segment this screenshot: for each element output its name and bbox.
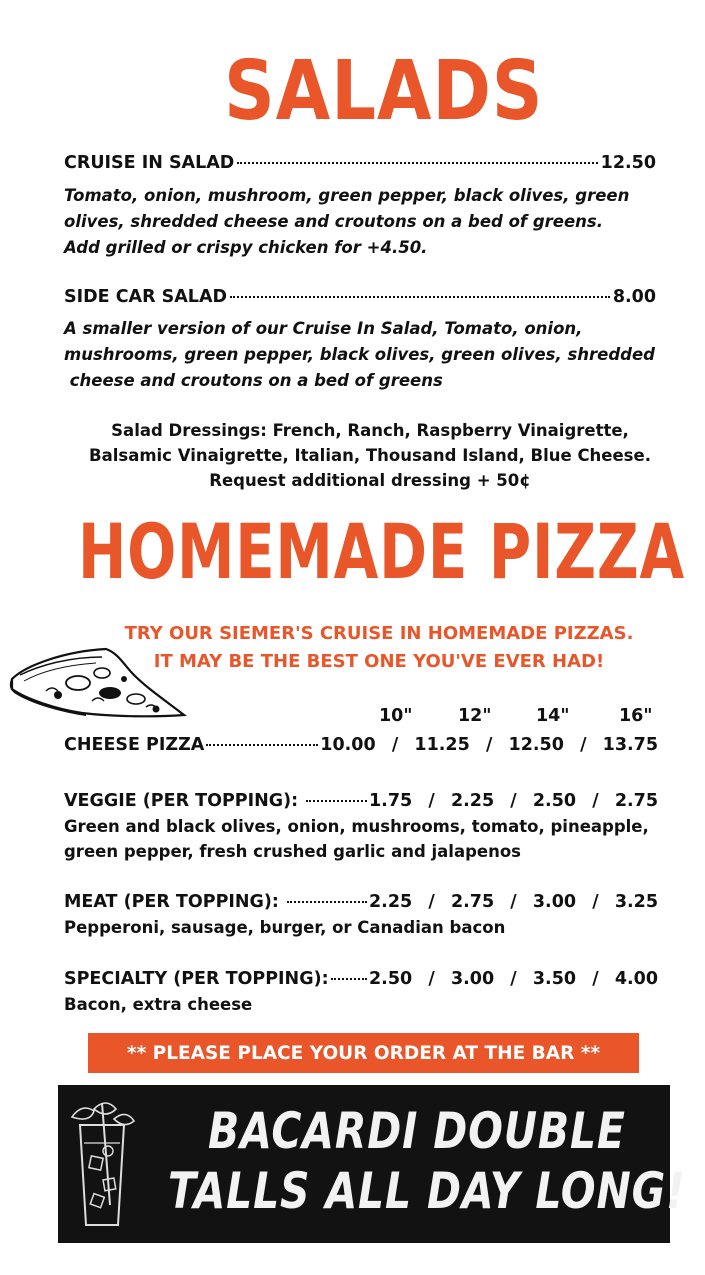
- size-label: 10": [379, 706, 413, 726]
- pizza-item-specialty: [64, 968, 658, 990]
- dot-leader: [287, 901, 367, 903]
- salad-item-cruise-in: [64, 152, 656, 174]
- description-line: Bacon, extra cheese: [64, 995, 253, 1014]
- salad-item-description: [64, 183, 664, 261]
- dot-leader: [230, 296, 610, 298]
- pizza-item-prices: 1.75 / 2.25 / 2.50 / 2.75: [369, 791, 658, 811]
- promo-board-line: BACARDI DOUBLE: [208, 1102, 626, 1160]
- pizza-item-prices: 10.00 / 11.25 / 12.50 / 13.75: [320, 735, 658, 755]
- salad-dressings: [60, 418, 680, 493]
- pizza-item-description: [64, 915, 674, 940]
- dressings-line: Balsamic Vinaigrette, Italian, Thousand Island, Blue Cheese.: [89, 446, 651, 465]
- order-at-bar-banner: [88, 1033, 639, 1073]
- pizza-slice-icon: [6, 635, 188, 727]
- description-line: mushrooms, green pepper, black olives, green olives, shredded: [64, 345, 655, 364]
- dressings-line: Salad Dressings: French, Ranch, Raspberry Vinaigrette,: [111, 421, 629, 440]
- pizza-item-veggie: [64, 790, 658, 812]
- description-line: olives, shredded cheese and croutons on a bed of greens.: [64, 212, 604, 231]
- dressings-line: Request additional dressing + 50¢: [209, 471, 531, 490]
- pizza-item-name: CHEESE PIZZA: [64, 735, 205, 755]
- pizza-item-description: [64, 992, 674, 1017]
- promo-board-line: TALLS ALL DAY LONG!: [168, 1162, 686, 1220]
- pizza-item-name: SPECIALTY (PER TOPPING):: [64, 969, 329, 989]
- salad-item-name: SIDE CAR SALAD: [64, 287, 228, 307]
- salad-item-price: 12.50: [600, 153, 656, 173]
- pizza-item-description: [64, 814, 674, 864]
- salad-item-side-car: [64, 286, 656, 308]
- pizza-item-prices: 2.25 / 2.75 / 3.00 / 3.25: [369, 892, 658, 912]
- pizza-item-meat: [64, 891, 658, 913]
- salad-item-description: [64, 316, 664, 394]
- pizza-item-name: MEAT (PER TOPPING):: [64, 892, 286, 912]
- dot-leader: [306, 800, 367, 802]
- description-line: cheese and croutons on a bed of greens: [64, 371, 443, 390]
- description-line: Pepperoni, sausage, burger, or Canadian bacon: [64, 918, 506, 937]
- promo-line: TRY OUR SIEMER'S CRUISE IN HOMEMADE PIZZAS.: [124, 623, 634, 644]
- description-line: Green and black olives, onion, mushrooms, tomato, pineapple,: [64, 817, 649, 836]
- size-label: 14": [536, 706, 570, 726]
- pizza-item-cheese: [64, 734, 658, 756]
- drink-promo-board: [58, 1085, 686, 1243]
- pizza-item-prices: 2.50 / 3.00 / 3.50 / 4.00: [369, 969, 658, 989]
- pizza-item-name: VEGGIE (PER TOPPING):: [64, 791, 305, 811]
- size-label: 12": [458, 706, 492, 726]
- salads-title: SALADS: [224, 44, 544, 139]
- description-line: Tomato, onion, mushroom, green pepper, black olives, green: [64, 186, 630, 205]
- promo-line: IT MAY BE THE BEST ONE YOU'VE EVER HAD!: [153, 651, 605, 672]
- salad-item-price: 8.00: [612, 287, 656, 307]
- description-line: A smaller version of our Cruise In Salad, Tomato, onion,: [64, 319, 583, 338]
- description-line: Add grilled or crispy chicken for +4.50.: [64, 238, 428, 257]
- order-banner-text: ** PLEASE PLACE YOUR ORDER AT THE BAR **: [126, 1042, 601, 1064]
- dot-leader: [206, 744, 318, 746]
- salad-item-name: CRUISE IN SALAD: [64, 153, 235, 173]
- description-line: green pepper, fresh crushed garlic and jalapenos: [64, 842, 521, 861]
- cocktail-glass-icon: [62, 1095, 142, 1235]
- size-label: 16": [619, 706, 653, 726]
- dot-leader: [237, 162, 597, 164]
- pizza-title: HOMEMADE PIZZA: [78, 507, 686, 596]
- dot-leader: [331, 978, 367, 980]
